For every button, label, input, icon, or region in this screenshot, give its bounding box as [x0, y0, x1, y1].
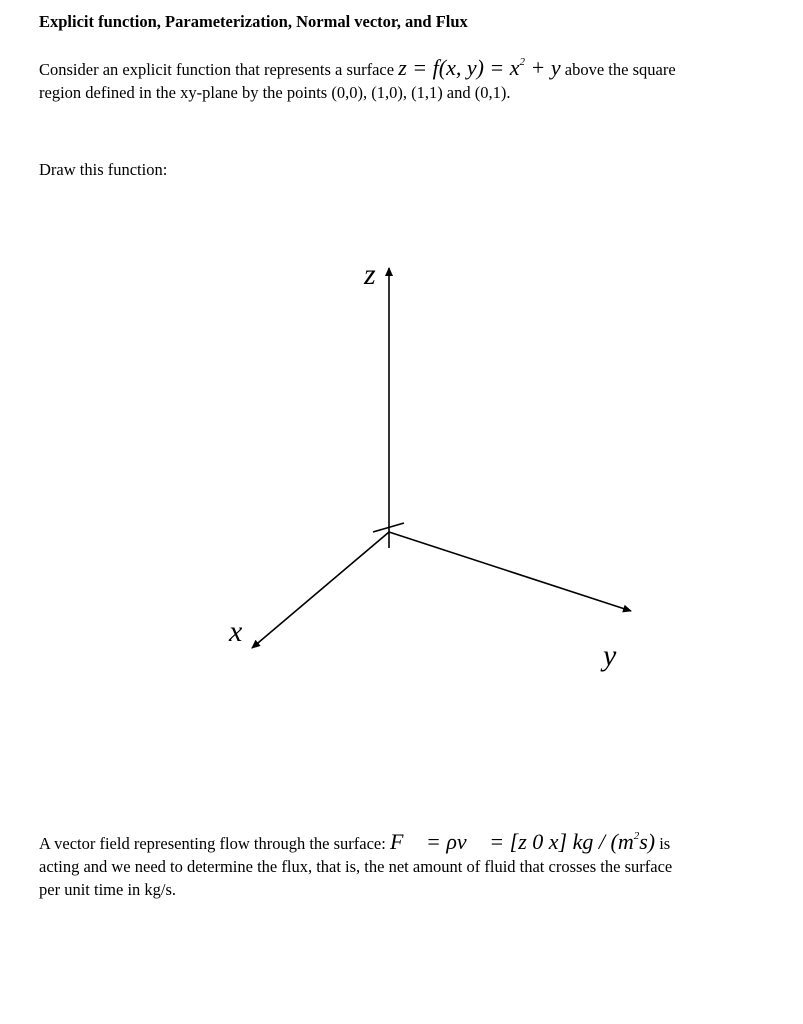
eq-rhs: + y	[530, 55, 561, 80]
field-eq-main: F⃗ = ρv⃗ = [z 0 x]	[389, 829, 568, 854]
field-text-after: is	[659, 834, 671, 853]
x-axis-line	[252, 532, 389, 648]
eq-exponent: 2	[519, 56, 526, 68]
field-paragraph	[39, 830, 779, 901]
y-axis-line	[389, 532, 631, 611]
z-axis-label: z	[364, 258, 376, 291]
draw-prompt: Draw this function:	[39, 160, 168, 179]
field-eq-units-exp: 2	[633, 830, 640, 842]
intro-text-before: Consider an explicit function that represents a surface	[39, 60, 395, 79]
y-axis-label: y	[603, 639, 617, 672]
field-line2: acting and we need to determine the flux, that is, the net amount of fluid that crosses the surface	[39, 857, 673, 876]
intro-line2: region defined in the xy-plane by the points (0,0), (1,0), (1,1) and (0,1).	[39, 83, 511, 102]
intro-text-after: above the square	[564, 60, 676, 79]
field-eq-units-b: s)	[639, 829, 656, 854]
vector-field-equation	[390, 829, 655, 854]
x-axis-label: x	[229, 615, 243, 648]
field-text-before: A vector field representing flow through the surface:	[39, 834, 386, 853]
field-line3: per unit time in kg/s.	[39, 880, 177, 899]
field-eq-units-a: kg / (m	[572, 829, 634, 854]
page-title: Explicit function, Parameterization, Normal vector, and Flux	[39, 12, 468, 31]
eq-lhs: z = f(x, y) = x	[398, 55, 520, 80]
